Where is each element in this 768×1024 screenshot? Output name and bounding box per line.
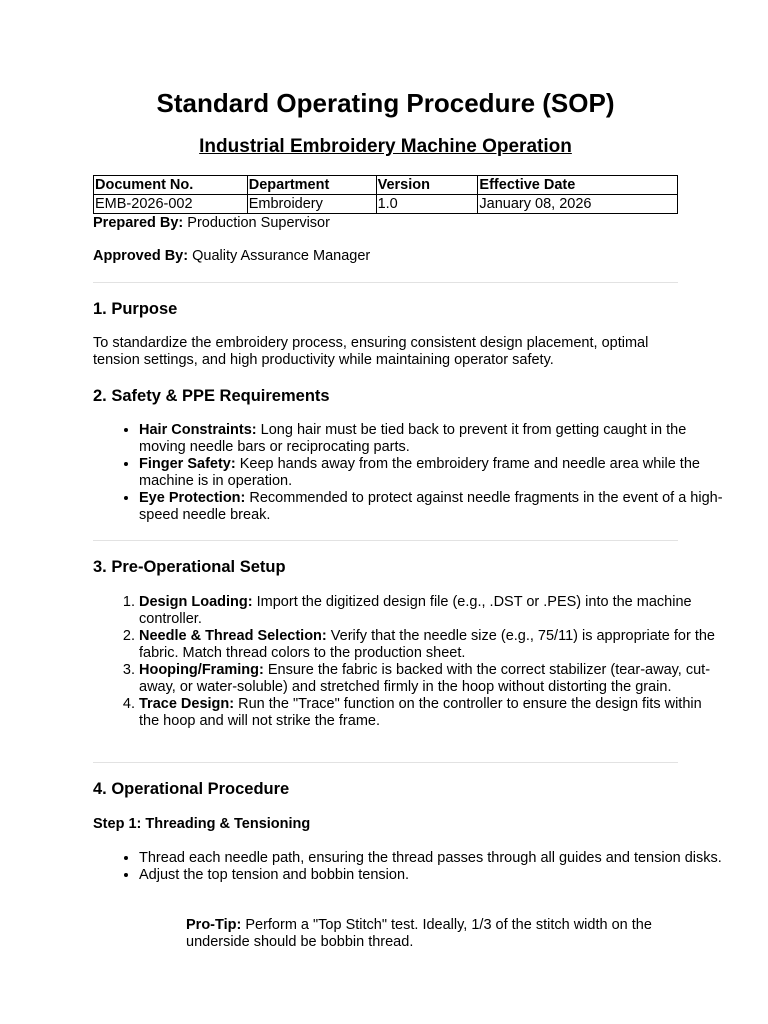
item-text: Ensure the fabric is backed with the correct stabilizer (tear-away, cut-away, or water-soluble) and stretched firmly in the hoop without distorting the grain.	[139, 662, 711, 695]
header-document-no: Document No.	[94, 176, 248, 195]
list-item	[139, 422, 724, 456]
item-label: Design Loading:	[139, 594, 253, 610]
purpose-heading: 1. Purpose	[93, 300, 178, 318]
document-subtitle: Industrial Embroidery Machine Operation	[199, 136, 572, 157]
divider	[93, 762, 678, 763]
item-label: Needle & Thread Selection:	[139, 628, 327, 644]
item-text: Keep hands away from the embroidery frame and needle area while the machine is in operation.	[139, 456, 700, 489]
pro-tip-text: Perform a "Top Stitch" test. Ideally, 1/3 of the stitch width on the underside should be bobbin thread.	[186, 917, 652, 950]
list-item	[139, 456, 724, 490]
item-label: Eye Protection:	[139, 490, 246, 506]
pro-tip-label: Pro-Tip:	[186, 917, 242, 933]
value-effective-date: January 08, 2026	[478, 195, 678, 214]
header-department: Department	[247, 176, 376, 195]
item-text: Verify that the needle size (e.g., 75/11) is appropriate for the fabric. Match thread colors to the production sheet.	[139, 628, 715, 661]
pro-tip	[186, 917, 678, 951]
safety-heading: 2. Safety & PPE Requirements	[93, 387, 330, 405]
setup-heading: 3. Pre-Operational Setup	[93, 558, 286, 576]
approved-by-value: Quality Assurance Manager	[192, 248, 371, 264]
meta-header-row	[94, 176, 678, 195]
value-version: 1.0	[376, 195, 478, 214]
approved-by-label: Approved By:	[93, 248, 189, 264]
step1-heading: Step 1: Threading & Tensioning	[93, 816, 311, 832]
approved-by	[93, 248, 370, 265]
divider	[93, 540, 678, 541]
setup-list	[93, 594, 724, 730]
item-label: Hair Constraints:	[139, 422, 257, 438]
step1-list	[93, 850, 724, 884]
header-version: Version	[376, 176, 478, 195]
divider	[93, 282, 678, 283]
item-text: Long hair must be tied back to prevent it from getting caught in the moving needle bars or reciprocating parts.	[139, 422, 687, 455]
prepared-by-label: Prepared By:	[93, 215, 184, 231]
item-text: Recommended to protect against needle fragments in the event of a high-speed needle break.	[139, 490, 723, 523]
list-item: • Adjust the top tension and bobbin tension.	[139, 867, 724, 884]
safety-list	[93, 422, 724, 524]
value-document-no: EMB-2026-002	[94, 195, 248, 214]
item-label: Trace Design:	[139, 696, 235, 712]
list-item	[139, 662, 724, 696]
prepared-by	[93, 215, 330, 232]
list-item: • Thread each needle path, ensuring the thread passes through all guides and tension disks.	[139, 850, 724, 867]
item-label: Finger Safety:	[139, 456, 236, 472]
purpose-text: To standardize the embroidery process, ensuring consistent design placement, optimal tension settings, and high productivity while maintaining operator safety.	[93, 335, 649, 368]
item-label: Hooping/Framing:	[139, 662, 264, 678]
list-item	[139, 696, 724, 730]
value-department: Embroidery	[247, 195, 376, 214]
list-item	[139, 490, 724, 524]
list-item	[139, 628, 724, 662]
list-item	[139, 594, 724, 628]
item-text: Run the "Trace" function on the controller to ensure the design fits within the hoop and will not strike the frame.	[139, 696, 702, 729]
meta-value-row	[94, 195, 678, 214]
document-meta-table	[93, 175, 678, 214]
prepared-by-value: Production Supervisor	[187, 215, 330, 231]
header-effective-date: Effective Date	[478, 176, 678, 195]
operation-heading: 4. Operational Procedure	[93, 780, 290, 798]
document-title: Standard Operating Procedure (SOP)	[156, 88, 615, 118]
item-text: Import the digitized design file (e.g., .DST or .PES) into the machine controller.	[139, 594, 692, 627]
